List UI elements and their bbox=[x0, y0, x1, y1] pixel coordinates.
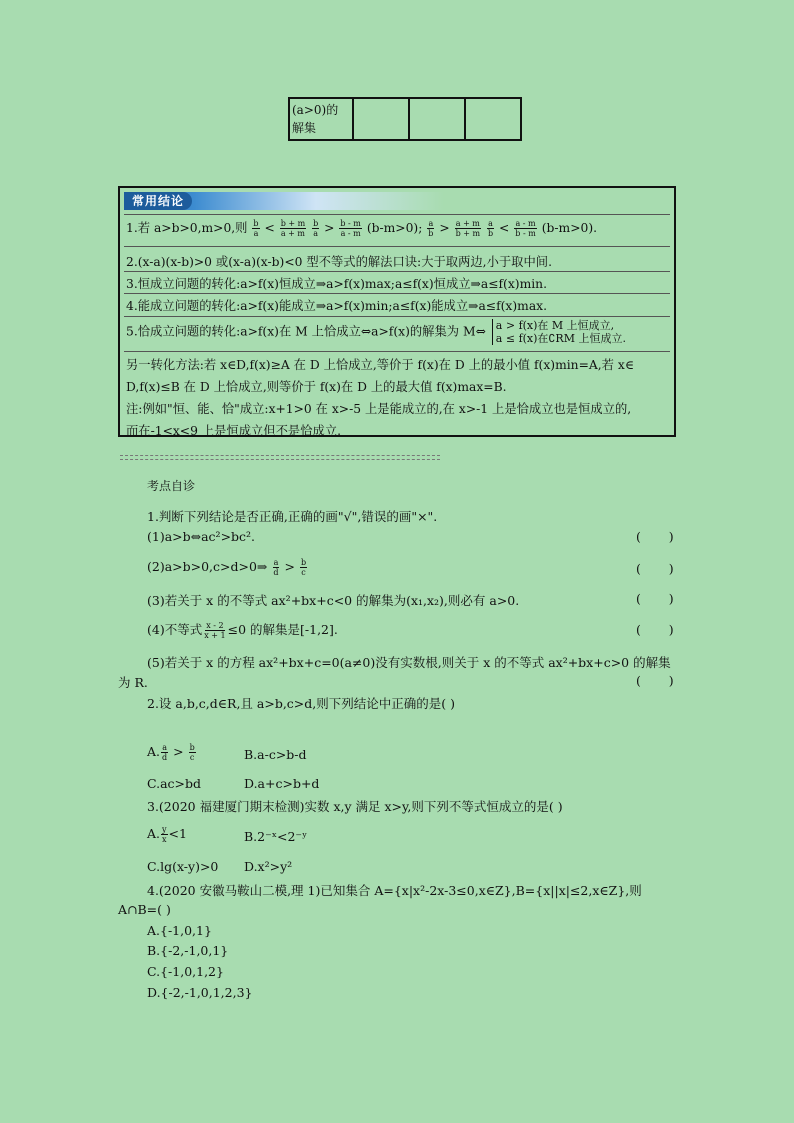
table-label-cell bbox=[289, 98, 353, 140]
fraction bbox=[312, 219, 319, 238]
conclusions-tag-label: 常用结论 bbox=[124, 192, 192, 210]
q4-stem-line2: A∩B=( ) bbox=[118, 902, 171, 917]
s4-suffix: ≤0 的解集是[-1,2]. bbox=[227, 622, 338, 637]
fraction bbox=[427, 219, 434, 238]
fraction bbox=[339, 219, 362, 238]
q4-option-a: A.{-1,0,1} bbox=[147, 923, 212, 938]
table-cell bbox=[353, 98, 409, 140]
conclusion-item-4: 4.能成立问题的转化:a>f(x)能成立⇒a>f(x)min;a≤f(x)能成立⇒a≤f(x)max. bbox=[126, 299, 547, 313]
q4-option-b: B.{-2,-1,0,1} bbox=[147, 943, 229, 958]
divider bbox=[124, 316, 670, 317]
numerator: b bbox=[313, 219, 319, 228]
conclusion-item-5 bbox=[126, 319, 626, 345]
symbol: < bbox=[499, 221, 510, 235]
denominator: b bbox=[428, 229, 434, 238]
denominator: a bbox=[253, 229, 259, 238]
divider bbox=[124, 246, 670, 247]
numerator: a bbox=[273, 558, 279, 567]
section-title: 考点自诊 bbox=[147, 479, 196, 493]
fraction bbox=[455, 219, 482, 238]
q4-stem-line1: 4.(2020 安徽马鞍山二模,理 1)已知集合 A={x|x²-2x-3≤0,x∈Z},B={x||x|≤2,x∈Z},则 bbox=[147, 883, 642, 898]
conclusion-item-2: 2.(x-a)(x-b)>0 或(x-a)(x-b)<0 型不等式的解法口诀:大于取两边,小于取中间. bbox=[126, 255, 552, 269]
conclusion-item-3: 3.恒成立问题的转化:a>f(x)恒成立⇒a>f(x)max;a≤f(x)恒成立⇒a≤f(x)min. bbox=[126, 277, 547, 291]
q1-statement-5-line1: (5)若关于 x 的方程 ax²+bx+c=0(a≠0)没有实数根,则关于 x 的不等式 ax²+bx+c>0 的解集 bbox=[147, 655, 671, 670]
note-line1: 注:例如"恒、能、恰"成立:x+1>0 在 x>-5 上是能成立的,在 x>-1 上是恰成立也是恒成立的, bbox=[126, 402, 632, 416]
symbol: > bbox=[284, 559, 295, 574]
denominator: x bbox=[162, 835, 167, 844]
symbol: < bbox=[264, 221, 275, 235]
fraction bbox=[252, 219, 259, 238]
numerator: b + m bbox=[280, 219, 306, 228]
denominator: a bbox=[313, 229, 319, 238]
item5-prefix: 5.恰成立问题的转化:a>f(x)在 M 上恰成立⇔a>f(x)的解集为 M⇔ bbox=[126, 324, 486, 339]
fraction bbox=[272, 558, 279, 577]
numerator: b bbox=[300, 558, 307, 567]
answer-blank: ( ) bbox=[636, 591, 674, 606]
fraction bbox=[487, 219, 494, 238]
denominator: c bbox=[301, 568, 306, 577]
q3-option-b: B.2⁻ˣ<2⁻ʸ bbox=[244, 829, 308, 844]
conclusion-item-1 bbox=[126, 218, 597, 238]
divider bbox=[124, 293, 670, 294]
table-label-line2: 解集 bbox=[292, 121, 317, 135]
numerator: a bbox=[162, 743, 167, 752]
denominator: d bbox=[162, 753, 168, 762]
numerator: a bbox=[488, 219, 493, 228]
numerator: a bbox=[428, 219, 434, 228]
q2-option-d: D.a+c>b+d bbox=[244, 776, 320, 791]
q1-statement-1: (1)a>b⇔ac²>bc². bbox=[147, 529, 256, 544]
q4-option-c: C.{-1,0,1,2} bbox=[147, 964, 224, 979]
s4-prefix: (4)不等式 bbox=[147, 622, 203, 637]
case-brace bbox=[492, 319, 626, 345]
denominator: c bbox=[189, 753, 195, 762]
q3-option-a bbox=[147, 825, 187, 844]
item5-case2: a ≤ f(x)在∁RM 上恒成立. bbox=[495, 332, 626, 345]
q1-statement-2 bbox=[147, 558, 308, 577]
s2-prefix: (2)a>b>0,c>d>0⇒ bbox=[147, 559, 268, 574]
divider bbox=[124, 351, 670, 352]
numerator: b - m bbox=[340, 219, 361, 228]
common-conclusions-box bbox=[118, 186, 676, 437]
q2-option-a bbox=[147, 743, 197, 762]
item1-cond2: (b-m>0). bbox=[541, 221, 598, 235]
answer-blank: ( ) bbox=[636, 622, 674, 637]
other-method-line2: D,f(x)≤B 在 D 上恰成立,则等价于 f(x)在 D 上的最大值 f(x)max=B. bbox=[126, 380, 507, 394]
answer-blank: ( ) bbox=[636, 561, 674, 576]
numerator: y bbox=[162, 825, 167, 834]
symbol: > bbox=[439, 221, 450, 235]
item1-prefix: 1.若 a>b>0,m>0,则 bbox=[126, 221, 248, 235]
numerator: x - 2 bbox=[206, 621, 224, 630]
option-a-suffix: <1 bbox=[168, 826, 187, 841]
divider bbox=[124, 214, 670, 215]
q3-option-d: D.x²>y² bbox=[244, 859, 293, 874]
table-cell bbox=[409, 98, 465, 140]
q1-stem: 1.判断下列结论是否正确,正确的画"√",错误的画"×". bbox=[147, 509, 438, 524]
fraction bbox=[300, 558, 307, 577]
fraction bbox=[189, 743, 196, 762]
denominator: a + m bbox=[280, 229, 306, 238]
answer-blank: ( ) bbox=[636, 529, 674, 544]
answer-blank: ( ) bbox=[636, 673, 674, 688]
q1-statement-5-line2: 为 R. bbox=[118, 675, 148, 690]
table-label-line1: (a>0)的 bbox=[292, 103, 339, 117]
q3-option-c: C.lg(x-y)>0 bbox=[147, 859, 219, 874]
truth-table-fragment bbox=[288, 97, 522, 141]
numerator: a - m bbox=[515, 219, 536, 228]
q3-stem: 3.(2020 福建厦门期末检测)实数 x,y 满足 x>y,则下列不等式恒成立的是( ) bbox=[147, 799, 563, 814]
symbol: > bbox=[173, 744, 184, 759]
item1-cond1: (b-m>0); bbox=[366, 221, 423, 235]
option-a-prefix: A. bbox=[147, 826, 161, 841]
divider bbox=[124, 271, 670, 272]
denominator: d bbox=[273, 568, 279, 577]
symbol: > bbox=[324, 221, 335, 235]
conclusions-tag bbox=[124, 192, 444, 210]
option-a-prefix: A. bbox=[147, 744, 161, 759]
section-divider bbox=[120, 455, 440, 460]
denominator: x + 1 bbox=[204, 631, 226, 640]
table-cell bbox=[465, 98, 521, 140]
numerator: a + m bbox=[455, 219, 480, 228]
q1-statement-4 bbox=[147, 620, 338, 640]
fraction bbox=[203, 621, 226, 640]
denominator: b - m bbox=[515, 229, 536, 238]
denominator: b bbox=[488, 229, 494, 238]
fraction bbox=[161, 743, 168, 762]
fraction bbox=[161, 825, 168, 844]
q2-option-c: C.ac>bd bbox=[147, 776, 202, 791]
note-line2: 而在-1<x<9 上是恒成立但不是恰成立. bbox=[126, 424, 342, 438]
fraction bbox=[514, 219, 537, 238]
numerator: b bbox=[253, 219, 259, 228]
denominator: b + m bbox=[455, 229, 481, 238]
fraction bbox=[280, 219, 307, 238]
q4-option-d: D.{-2,-1,0,1,2,3} bbox=[147, 985, 253, 1000]
denominator: a - m bbox=[340, 229, 361, 238]
q2-stem: 2.设 a,b,c,d∈R,且 a>b,c>d,则下列结论中正确的是( ) bbox=[147, 696, 455, 711]
q1-statement-3: (3)若关于 x 的不等式 ax²+bx+c<0 的解集为(x₁,x₂),则必有 a>0. bbox=[147, 593, 520, 608]
numerator: b bbox=[189, 743, 195, 752]
q2-option-b: B.a-c>b-d bbox=[244, 747, 307, 762]
item5-case1: a > f(x)在 M 上恒成立, bbox=[495, 319, 615, 332]
other-method-line1: 另一转化方法:若 x∈D,f(x)≥A 在 D 上恰成立,等价于 f(x)在 D 上的最小值 f(x)min=A,若 x∈ bbox=[126, 358, 634, 372]
